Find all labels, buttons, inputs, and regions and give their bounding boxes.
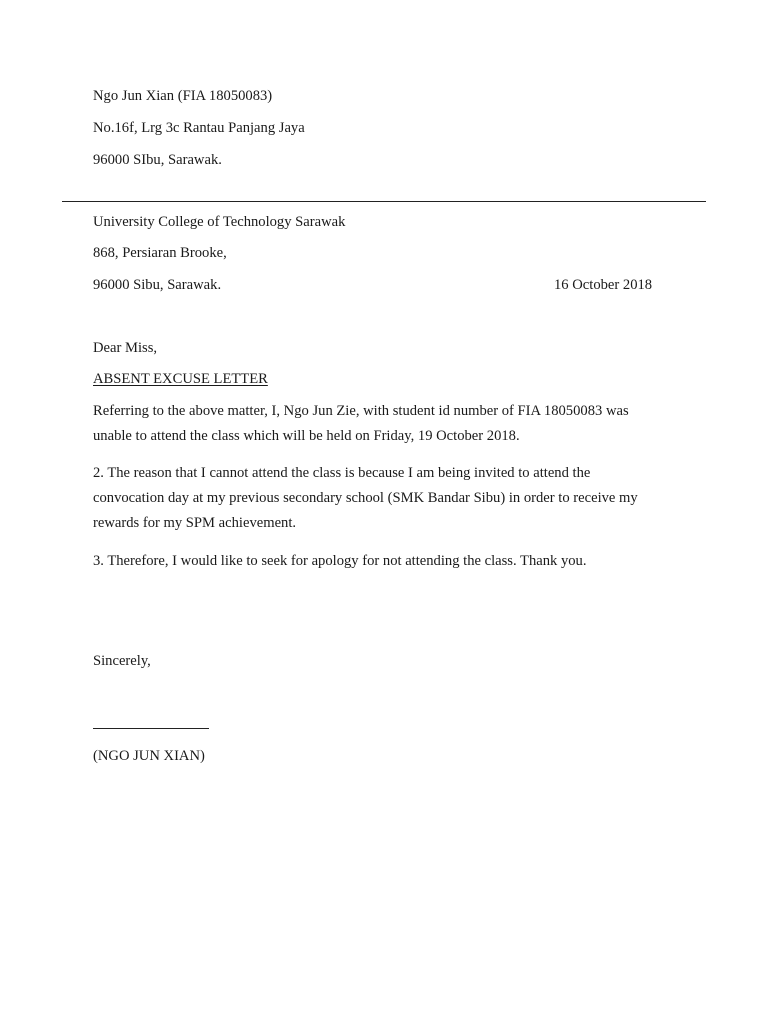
sender-address-line-2: 96000 SIbu, Sarawak.: [93, 152, 222, 168]
subject-heading: ABSENT EXCUSE LETTER: [93, 371, 268, 387]
sender-name: Ngo Jun Xian (FIA 18050083): [93, 88, 273, 104]
body-paragraph-1-line-2: unable to attend the class which will be held on Friday, 19 October 2018.: [93, 428, 520, 444]
sender-address-line-1: No.16f, Lrg 3c Rantau Panjang Jaya: [93, 120, 305, 136]
closing: Sincerely,: [93, 653, 151, 669]
body-paragraph-2-line-1: 2. The reason that I cannot attend the class is because I am being invited to attend the: [93, 465, 591, 481]
letter-date: 16 October 2018: [554, 277, 653, 293]
signature-name: (NGO JUN XIAN): [93, 748, 205, 764]
recipient-name: University College of Technology Sarawak: [93, 214, 346, 230]
body-paragraph-1-line-1: Referring to the above matter, I, Ngo Jun Zie, with student id number of FIA 18050083 was: [93, 403, 629, 419]
body-paragraph-2-line-2: convocation day at my previous secondary school (SMK Bandar Sibu) in order to receive my: [93, 490, 638, 506]
recipient-address-line-2: 96000 Sibu, Sarawak.: [93, 277, 222, 293]
signature-line: [93, 728, 209, 729]
recipient-address-line-1: 868, Persiaran Brooke,: [93, 245, 227, 261]
salutation: Dear Miss,: [93, 340, 158, 356]
body-paragraph-2-line-3: rewards for my SPM achievement.: [93, 515, 297, 531]
body-paragraph-3-line-1: 3. Therefore, I would like to seek for apology for not attending the class. Thank you.: [93, 553, 587, 569]
header-divider: [62, 201, 706, 202]
